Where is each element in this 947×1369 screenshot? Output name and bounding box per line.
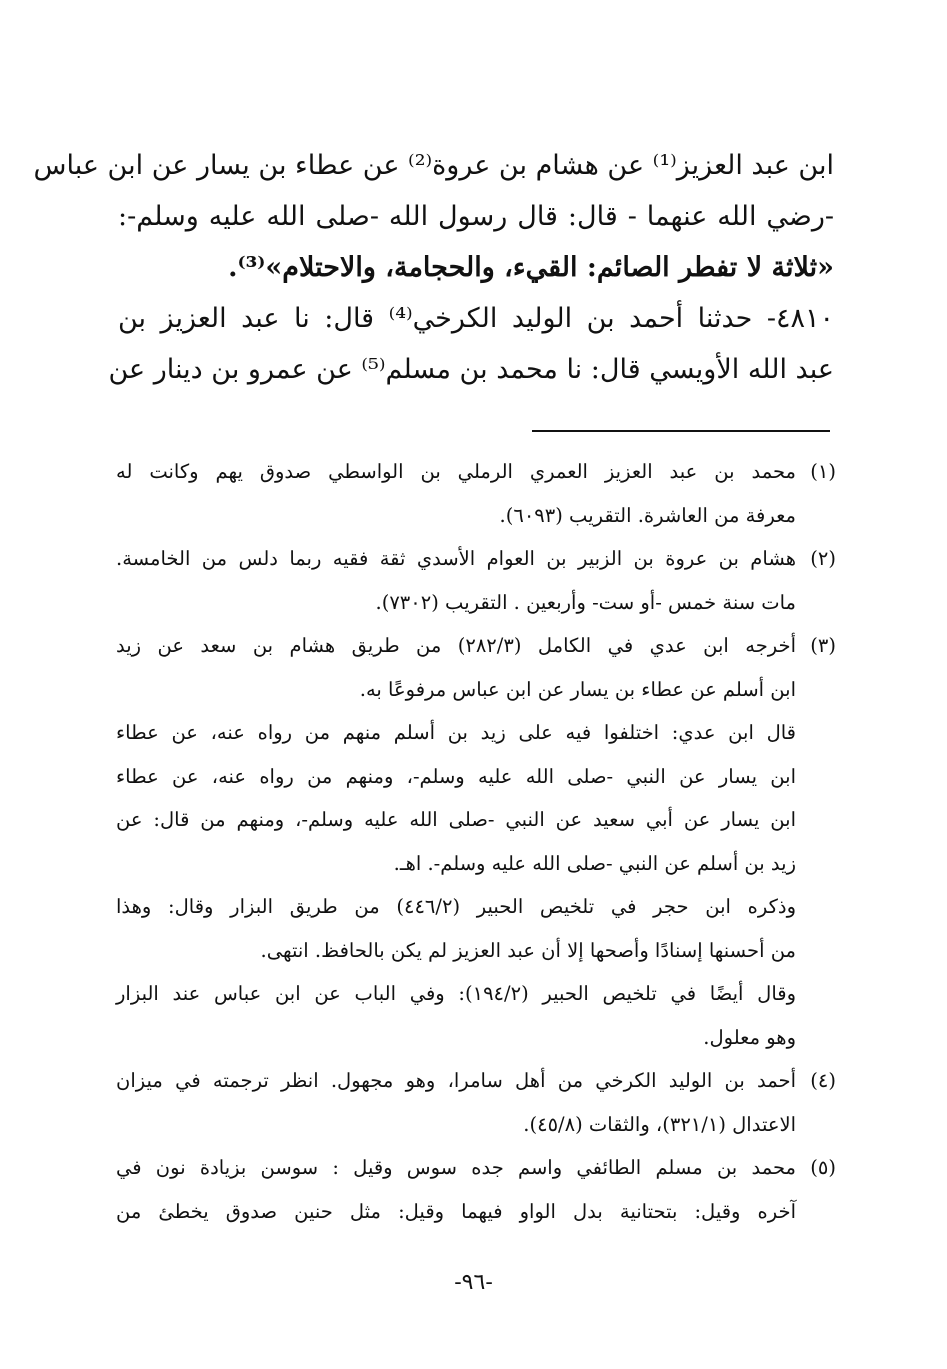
footnote-line: الاعتدال (٣٢١/١)، والثقات (٤٥/٨).	[523, 1112, 796, 1136]
footnote-number: (١)	[810, 460, 836, 483]
footnote-line: أحمد بن الوليد الكرخي من أهل سامرا، وهو مجهول. انظر ترجمته في ميزان	[116, 1069, 796, 1092]
footnote-line: وقال أيضًا في تلخيص الحبير (١٩٤/٢): وفي الباب عن ابن عباس عند البزار	[116, 982, 796, 1005]
footnote-4	[116, 1059, 836, 1146]
footnote-number: (٣)	[810, 634, 836, 657]
footnote-separator	[532, 430, 830, 432]
footnote-line: ابن أسلم عن عطاء بن يسار عن ابن عباس مرفوعًا به.	[359, 677, 796, 701]
footnote-number: (٢)	[810, 547, 836, 570]
footnote-line: وهو معلول.	[703, 1025, 796, 1049]
main-line-4: ٤٨١٠- حدثنا أحمد بن الوليد الكرخي⁽⁴⁾ قال: نا عبد العزيز بن	[118, 303, 834, 334]
footnote-line: معرفة من العاشرة. التقريب (٦٠٩٣).	[499, 503, 796, 527]
footnote-line: ابن يسار عن أبي سعيد عن النبي -صلى الله عليه وسلم-، ومنهم من قال: عن	[116, 808, 796, 831]
footnote-line: ابن يسار عن النبي -صلى الله عليه وسلم-، ومنهم من رواه عنه، عن عطاء	[116, 764, 796, 788]
main-text	[33, 140, 834, 395]
footnote-2	[116, 537, 836, 624]
footnote-line: من أحسنها إسنادًا وأصحها إلا أن عبد العزيز لم يكن بالحافظ. انتهى.	[260, 938, 796, 962]
footnote-3	[116, 624, 836, 1059]
footnote-5	[116, 1146, 836, 1233]
footnote-line: وذكره ابن حجر في تلخيص الحبير (٤٤٦/٢) من طريق البزار وقال: وهذا	[116, 895, 797, 918]
footnote-line: محمد بن عبد العزيز العمري الرملي بن الواسطي صدوق يهم وكانت له	[116, 460, 796, 483]
footnote-number: (٥)	[810, 1156, 836, 1179]
footnote-line: محمد بن مسلم الطائفي واسم جده سوس وقيل : سوسن بزيادة نون في	[116, 1156, 796, 1179]
footnote-line: مات سنة خمس -أو ست- وأربعين . التقريب (٧٣٠٢).	[375, 590, 796, 614]
main-line-2: -رضي الله عنهما - قال: قال رسول الله -صلى الله عليه وسلم-:	[118, 201, 834, 232]
hadith-text: «ثلاثة لا تفطر الصائم: القيء، والحجامة، والاحتلام»⁽³⁾.	[228, 252, 834, 283]
footnote-line: زيد بن أسلم عن النبي -صلى الله عليه وسلم-. اهـ.	[393, 851, 796, 875]
main-line-1: ابن عبد العزيز⁽¹⁾ عن هشام بن عروة⁽²⁾ عن عطاء بن يسار عن ابن عباس	[33, 150, 834, 181]
footnote-line: آخره وقيل: بتحتانية بدل الواو فيهما وقيل: مثل حنين صدوق يخطئ من	[116, 1199, 796, 1223]
footnote-number: (٤)	[810, 1069, 836, 1092]
footnote-line: أخرجه ابن عدي في الكامل (٢٨٢/٣) من طريق هشام بن سعد عن زيد	[116, 634, 796, 657]
footnotes	[116, 450, 836, 1233]
page-number: -٩٦-	[454, 1270, 493, 1295]
footnote-line: قال ابن عدي: اختلفوا فيه على زيد بن أسلم منهم من رواه عنه، عن عطاء	[116, 721, 796, 744]
footnote-1	[116, 450, 836, 537]
main-line-5: عبد الله الأويسي قال: نا محمد بن مسلم⁽⁵⁾ عن عمرو بن دينار عن	[108, 354, 834, 385]
footnote-line: هشام بن عروة بن الزبير بن العوام الأسدي ثقة فقيه ربما دلس من الخامسة.	[116, 547, 796, 570]
